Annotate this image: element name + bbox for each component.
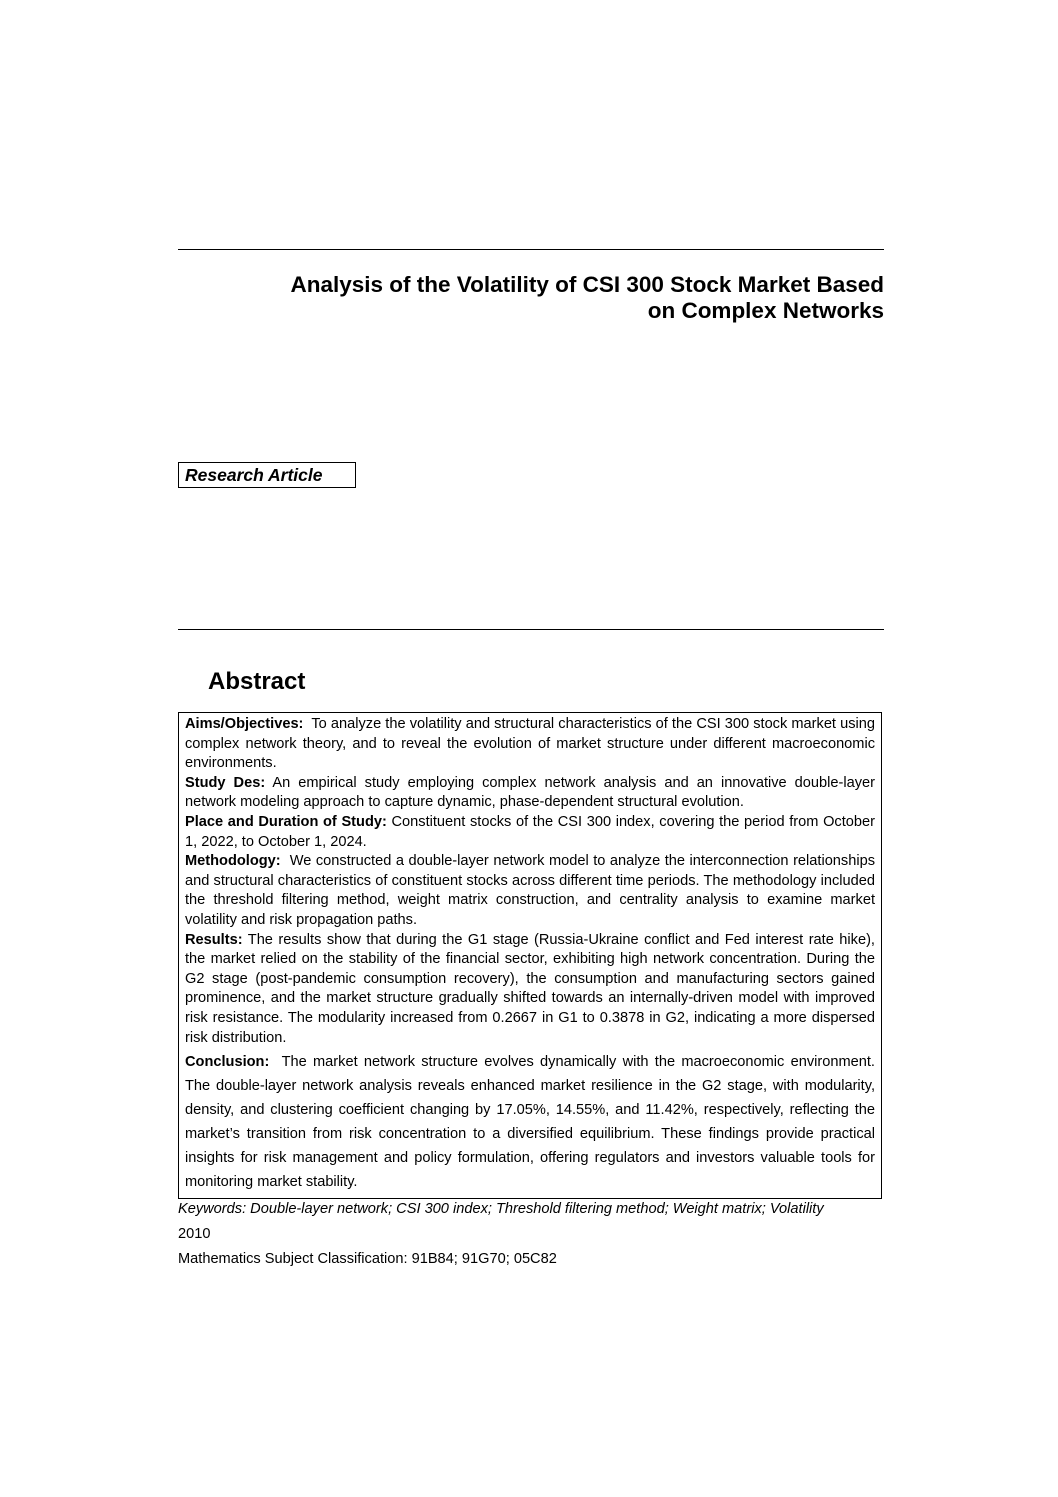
place-text: Constituent stocks of the CSI 300 index, covering the period from October 1, 2022, to October 1, 2024. bbox=[185, 813, 875, 850]
aims-text: To analyze the volatility and structural characteristics of the CSI 300 stock market using complex network theory, and to reveal the evolution of market structure under different macroeconomic environments. bbox=[185, 716, 875, 772]
abstract-box bbox=[178, 712, 882, 1199]
conclusion-label: Conclusion: bbox=[185, 1054, 270, 1071]
methodology-paragraph bbox=[185, 852, 875, 930]
aims-paragraph bbox=[185, 715, 875, 774]
place-label: Place and Duration of Study: bbox=[185, 813, 387, 830]
abstract-heading: Abstract bbox=[208, 668, 306, 695]
results-paragraph bbox=[185, 931, 875, 1049]
conclusion-paragraph bbox=[185, 1050, 875, 1194]
results-label: Results: bbox=[185, 931, 243, 948]
subject-classification: Mathematics Subject Classification: 91B84; 91G70; 05C82 bbox=[178, 1251, 557, 1267]
place-paragraph bbox=[185, 813, 875, 852]
study-label: Study Des: bbox=[185, 774, 266, 791]
conclusion-text: The market network structure evolves dynamically with the macroeconomic environment. The double-layer network analysis reveals enhanced market resilience in the G2 stage, with modularity, density, and clustering coefficient changing by 17.05%, 14.55%, and 11.42%, respectively, reflecting the market’s transition from risk concentration to a diversified equilibrium. These findings provide practical insights for risk management and policy formulation, offering regulators and investors valuable tools for monitoring market stability. bbox=[185, 1054, 875, 1191]
methodology-label: Methodology: bbox=[185, 853, 281, 870]
section-rule bbox=[178, 629, 884, 630]
msc-year: 2010 bbox=[178, 1226, 211, 1242]
keywords: Keywords: Double-layer network; CSI 300 index; Threshold filtering method; Weight matrix; Volatility bbox=[178, 1201, 824, 1217]
top-rule bbox=[178, 249, 884, 250]
study-paragraph bbox=[185, 774, 875, 813]
paper-title bbox=[178, 272, 884, 324]
methodology-text: We constructed a double-layer network model to analyze the interconnection relationships and structural characteristics of constituent stocks across different time periods. The methodology included the threshold filtering method, weight matrix construction, and centrality analysis to examine market volatility and risk propagation paths. bbox=[185, 853, 875, 928]
study-text: An empirical study employing complex network analysis and an innovative double-layer network modeling approach to capture dynamic, phase-dependent structural evolution. bbox=[185, 774, 875, 811]
results-text: The results show that during the G1 stage (Russia-Ukraine conflict and Fed interest rate hike), the market relied on the stability of the financial sector, exhibiting high network concentration. During the G2 stage (post-pandemic consumption recovery), the consumption and manufacturing sectors gained prominence, and the market structure gradually shifted towards an internally-driven model with improved risk resistance. The modularity increased from 0.2667 in G1 to 0.3878 in G2, indicating a more dispersed risk distribution. bbox=[185, 931, 875, 1046]
title-line-1: Analysis of the Volatility of CSI 300 Stock Market Based bbox=[290, 272, 884, 297]
aims-label: Aims/Objectives: bbox=[185, 716, 304, 732]
article-type-badge: Research Article bbox=[178, 462, 356, 488]
title-line-2: on Complex Networks bbox=[647, 298, 884, 323]
